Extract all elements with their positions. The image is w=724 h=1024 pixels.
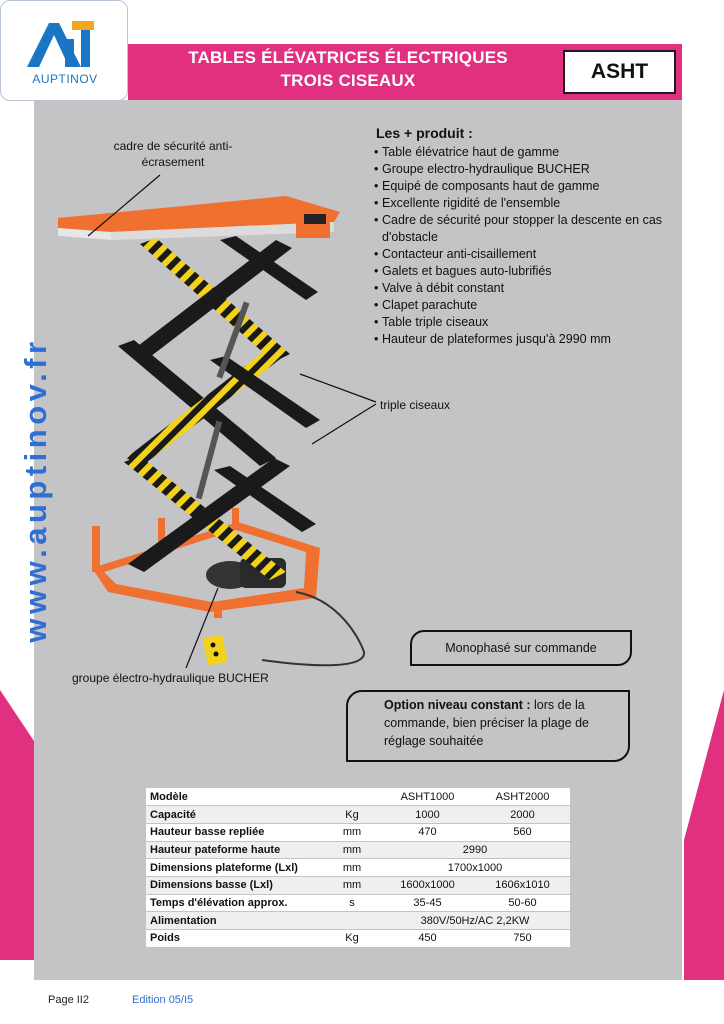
table-row [146,894,570,912]
title-line-2: TROIS CISEAUX [280,71,416,90]
table-row [146,823,570,841]
row-label: Dimensions plateforme (Lxl) [146,859,324,877]
row-label: Alimentation [146,912,324,930]
option-note-label: Option niveau constant : [384,698,531,712]
row-label: Poids [146,930,324,948]
feature-item: • Table élévatrice haut de gamme [372,144,682,161]
option-note [346,690,630,762]
row-value-shared: 380V/50Hz/AC 2,2KW [380,912,570,930]
row-unit: mm [324,859,380,877]
edition-label: Edition 05/I5 [132,994,194,1006]
row-value-shared: 2990 [380,841,570,859]
table-row [146,912,570,930]
row-value-2: 750 [475,930,570,948]
row-label: Capacité [146,806,324,824]
row-label: Temps d'élévation approx. [146,894,324,912]
table-header-row [146,788,570,806]
table-row [146,806,570,824]
callout-line-scissors-1 [300,374,376,402]
product-reference: ASHT [563,50,676,94]
row-unit: mm [324,823,380,841]
row-value-2: 1606x1010 [475,876,570,894]
table-row [146,930,570,948]
header-unit [324,788,380,806]
header-model-1: ASHT1000 [380,788,475,806]
row-unit [324,912,380,930]
row-value-1: 35-45 [380,894,475,912]
feature-item: • Table triple ciseaux [372,314,682,331]
remote-control-icon [202,634,227,666]
table-row [146,876,570,894]
feature-item: • Clapet parachute [372,297,682,314]
features-list [372,144,682,348]
monophase-note: Monophasé sur commande [410,630,632,666]
header-model: Modèle [146,788,324,806]
row-value-2: 50-60 [475,894,570,912]
title-line-1: TABLES ÉLÉVATRICES ÉLECTRIQUES [188,48,508,67]
feature-item: • Cadre de sécurité pour stopper la descente en cas d'obstacle [372,212,682,246]
feature-item: • Excellente rigidité de l'ensemble [372,195,682,212]
row-unit: mm [324,876,380,894]
feature-item: • Equipé de composants haut de gamme [372,178,682,195]
callout-triple-scissors: triple ciseaux [380,398,451,412]
row-unit: Kg [324,806,380,824]
table-row [146,841,570,859]
row-value-1: 1000 [380,806,475,824]
specifications-table [146,788,570,948]
logo-text: AUPTINOV [32,72,98,86]
feature-item: • Galets et bagues auto-lubrifiés [372,263,682,280]
scissor-arms [118,236,320,580]
option-note-text: lors de la commande, bien préciser la plage de réglage souhaitée [384,698,589,748]
row-unit: s [324,894,380,912]
page-number: Page II2 [48,994,89,1006]
row-unit: Kg [324,930,380,948]
row-value-1: 470 [380,823,475,841]
feature-item: • Groupe electro-hydraulique BUCHER [372,161,682,178]
header-model-2: ASHT2000 [475,788,570,806]
callout-line-scissors-2 [312,404,376,444]
feature-item: • Contacteur anti-cisaillement [372,246,682,263]
website-url[interactable]: www.auptinov.fr [18,337,53,643]
feature-item: • Hauteur de plateformes jusqu'à 2990 mm [372,331,682,348]
row-value-1: 450 [380,930,475,948]
row-value-1: 1600x1000 [380,876,475,894]
row-label: Hauteur basse repliée [146,823,324,841]
row-value-2: 560 [475,823,570,841]
row-value-2: 2000 [475,806,570,824]
row-label: Dimensions basse (Lxl) [146,876,324,894]
row-value-shared: 1700x1000 [380,859,570,877]
product-features [372,125,682,348]
callout-hydraulic-group: groupe électro-hydraulique BUCHER [72,671,269,685]
table-row [146,859,570,877]
row-unit: mm [324,841,380,859]
features-heading: Les + produit : [376,125,473,141]
platform-top [58,196,340,240]
row-label: Hauteur pateforme haute [146,841,324,859]
feature-item: • Valve à débit constant [372,280,682,297]
callout-safety-frame: cadre de sécurité anti-écrasement [113,139,233,169]
